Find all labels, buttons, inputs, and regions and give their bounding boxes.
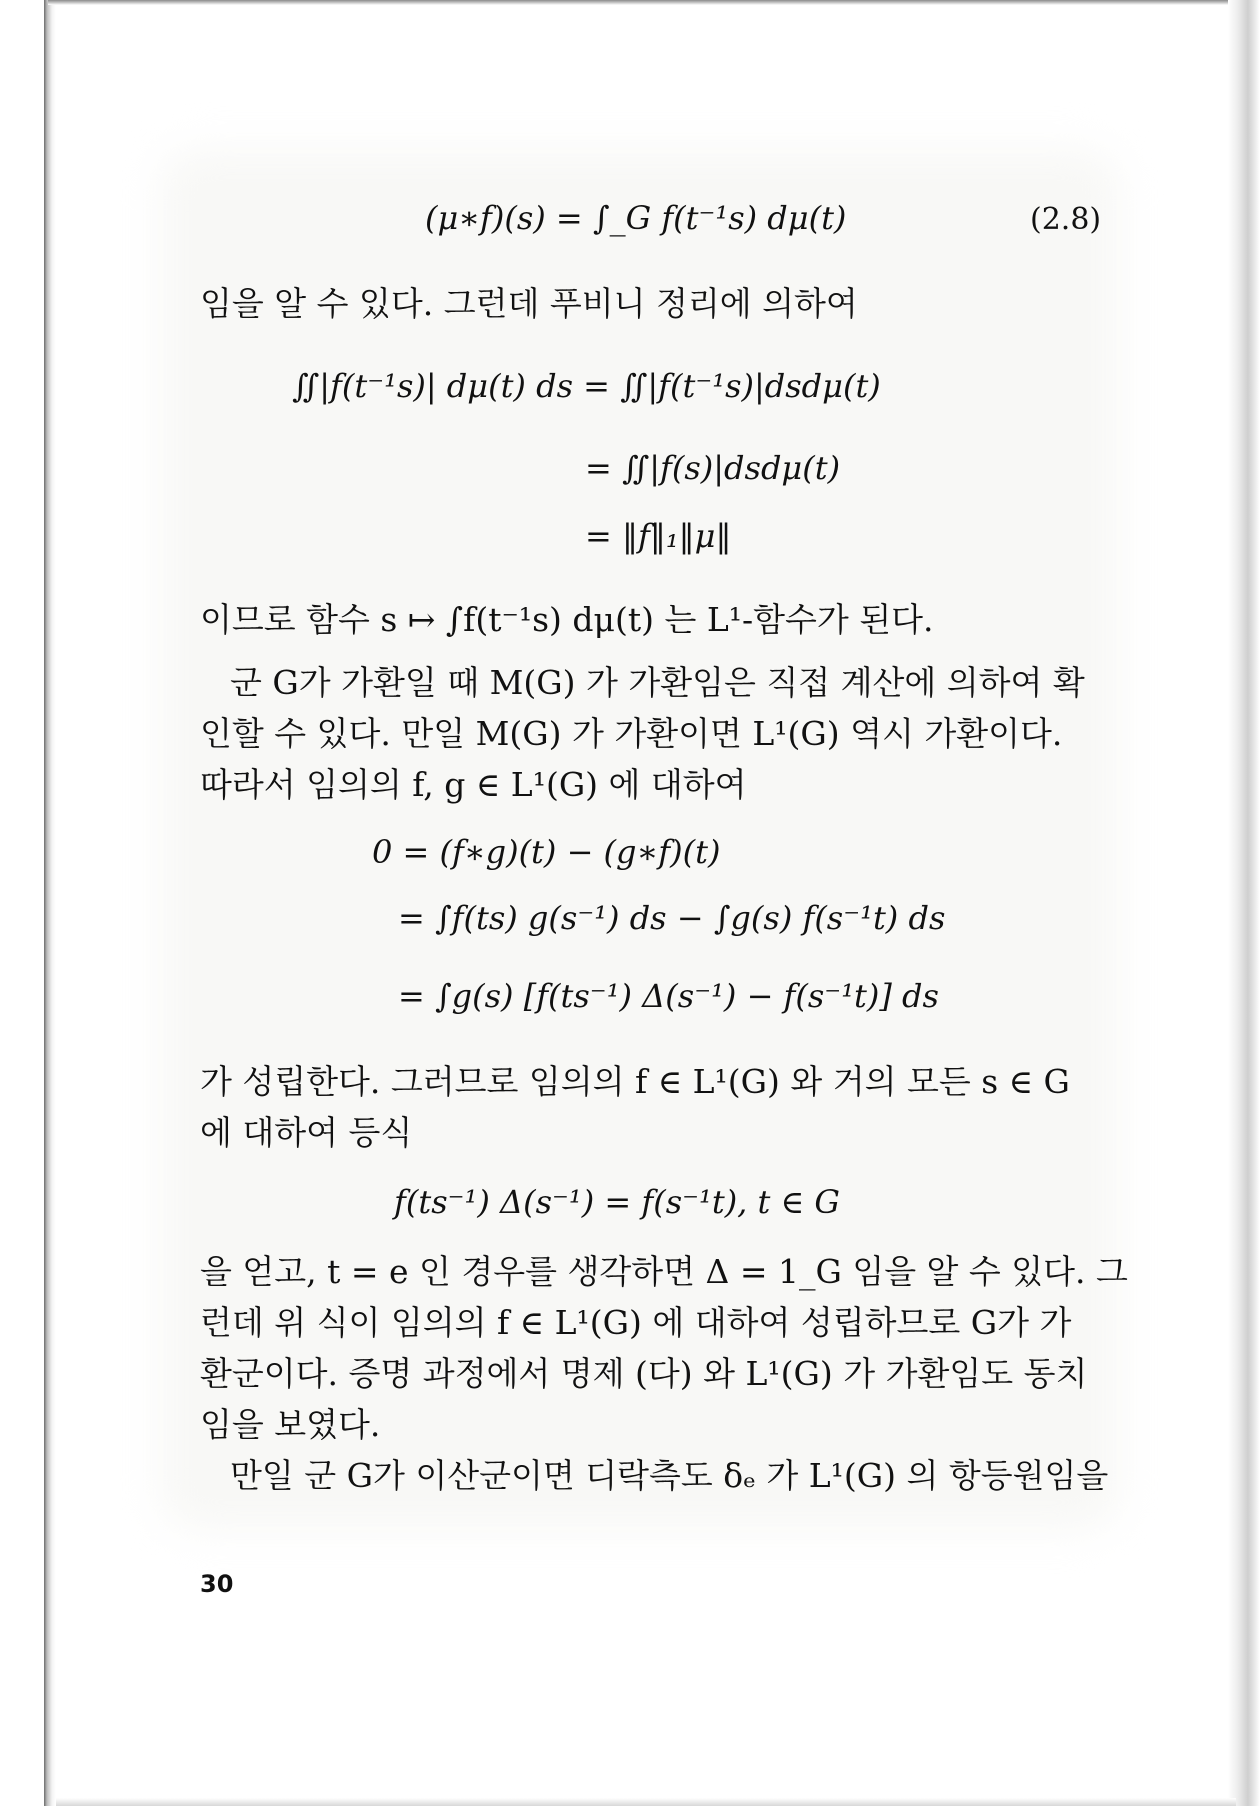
paragraph-3-line-1: 만일 군 G가 이산군이면 디락측도 δₑ 가 L¹(G) 의 항등원임을 (230, 1456, 1109, 1495)
identity-equation: f(ts⁻¹) Δ(s⁻¹) = f(s⁻¹t), t ∈ G (394, 1183, 840, 1221)
fubini-equation-line-1: ∬|f(t⁻¹s)| dμ(t) ds = ∬|f(t⁻¹s)|dsdμ(t) (292, 367, 881, 405)
page-right-edge (1228, 0, 1260, 1806)
commutativity-equation-line-2: = ∫f(ts) g(s⁻¹) ds − ∫g(s) f(s⁻¹t) ds (398, 899, 946, 937)
fubini-equation-line-2: = ∬|f(s)|dsdμ(t) (585, 449, 841, 487)
paragraph-2-line-1: 을 얻고, t = e 인 경우를 생각하면 Δ = 1_G 임을 알 수 있다. 그 (200, 1252, 1128, 1291)
commutativity-equation-line-3: = ∫g(s) [f(ts⁻¹) Δ(s⁻¹) − f(s⁻¹t)] ds (398, 977, 939, 1015)
paragraph-1-line-3: 따라서 임의의 f, g ∈ L¹(G) 에 대하여 (200, 765, 747, 804)
text-line-1: 임을 알 수 있다. 그런데 푸비니 정리에 의하여 (200, 284, 858, 323)
text-line-4: 에 대하여 등식 (200, 1113, 413, 1152)
paragraph-2-line-4: 임을 보였다. (200, 1405, 381, 1444)
page-number: 30 (200, 1570, 234, 1598)
page-bottom-edge (56, 1798, 1236, 1806)
paragraph-1-line-2: 인할 수 있다. 만일 M(G) 가 가환이면 L¹(G) 역시 가환이다. (200, 714, 1063, 753)
fubini-equation-line-3: = ‖f‖₁‖μ‖ (585, 517, 732, 555)
text-line-3: 가 성립한다. 그러므로 임의의 f ∈ L¹(G) 와 거의 모든 s ∈ G (200, 1062, 1070, 1101)
equation-2-8: (μ∗f)(s) = ∫_G f(t⁻¹s) dμ(t) (425, 199, 847, 237)
page-left-edge (44, 0, 56, 1806)
page-top-edge (48, 0, 1248, 5)
commutativity-equation-line-1: 0 = (f∗g)(t) − (g∗f)(t) (372, 833, 721, 871)
paragraph-2-line-2: 런데 위 식이 임의의 f ∈ L¹(G) 에 대하여 성립하므로 G가 가 (200, 1303, 1072, 1342)
equation-number: (2.8) (1030, 202, 1102, 237)
text-line-2: 이므로 함수 s ↦ ∫f(t⁻¹s) dμ(t) 는 L¹-함수가 된다. (200, 600, 934, 639)
paragraph-2-line-3: 환군이다. 증명 과정에서 명제 (다) 와 L¹(G) 가 가환임도 동치 (200, 1354, 1088, 1393)
paragraph-1-line-1: 군 G가 가환일 때 M(G) 가 가환임은 직접 계산에 의하여 확 (230, 663, 1085, 702)
